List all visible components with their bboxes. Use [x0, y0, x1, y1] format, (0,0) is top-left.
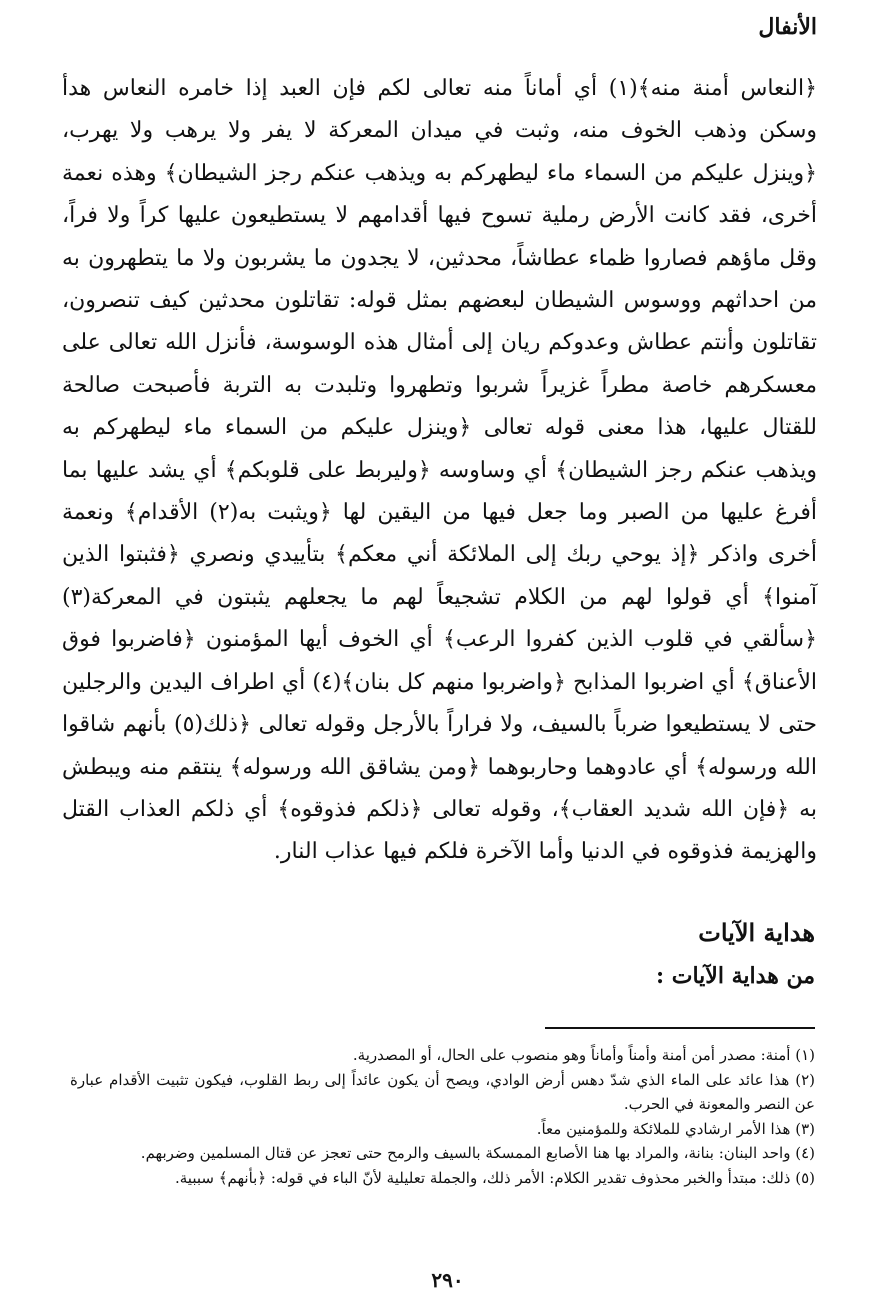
section-heading: هداية الآيات	[698, 918, 815, 947]
page-number: ٢٩٠	[431, 1268, 464, 1292]
footnote-divider	[545, 1027, 815, 1029]
sub-heading: من هداية الآيات :	[655, 963, 815, 989]
footnote-4: (٤) واحد البنان: بنانة، والمراد بها هنا الأصابع الممسكة بالسيف والرمح حتى تعجز عن قتال المسلمين وضربهم.	[140, 1144, 815, 1163]
main-text	[62, 68, 817, 874]
body-paragraph: ﴿النعاس أمنة منه﴾(١) أي أماناً منه تعالى لكم فإن العبد إذا خامره النعاس هدأ وسكن وذهب الخوف منه، وثبت في ميدان المعركة لا يفر ولا يرهب ولا يهرب، ﴿وينزل عليكم من السماء ماء ليطهركم به ويذهب عنكم رجز الشيطان﴾ وهذه نعمة أخرى، فقد كانت الأرض رملية تسوح فيها أقدامهم لا يستطيعون عليها كراً ولا فراً، وقل ماؤهم فصاروا ظماء عطاشاً، محدثين، لا يجدون ما يشربون ولا ما يتطهرون به من احداثهم ووسوس الشيطان لبعضهم بمثل قوله: تقاتلون محدثين كيف تنصرون، تقاتلون وأنتم عطاش وعدوكم ريان إلى أمثال هذه الوسوسة، فأنزل الله تعالى على معسكرهم خاصة مطراً غزيراً شربوا وتطهروا وتلبدت به التربة فأصبحت صالحة للقتال عليها، هذا معنى قوله تعالى ﴿وينزل عليكم من السماء ماء ليطهركم به ويذهب عنكم رجز الشيطان﴾ أي وساوسه ﴿وليربط على قلوبكم﴾ أي يشد عليها بما أفرغ عليها من الصبر وما جعل فيها من اليقين لها ﴿ويثبت به(٢) الأقدام﴾ ونعمة أخرى واذكر ﴿إذ يوحي ربك إلى الملائكة أني معكم﴾ بتأييدي ونصري ﴿فثبتوا الذين آمنوا﴾ أي قولوا لهم من الكلام تشجيعاً لهم ما يجعلهم يثبتون في المعركة(٣) ﴿سألقي في قلوب الذين كفروا الرعب﴾ أي الخوف أيها المؤمنون ﴿فاضربوا فوق الأعناق﴾ أي اضربوا المذابح ﴿واضربوا منهم كل بنان﴾(٤) أي اطراف اليدين والرجلين حتى لا يستطيعوا ضرباً بالسيف، ولا فراراً بالأرجل وقوله تعالى ﴿ذلك(٥) بأنهم شاقوا الله ورسوله﴾ أي عادوهما وحاربوهما ﴿ومن يشاقق الله ورسوله﴾ ينتقم منه ويبطش به ﴿فإن الله شديد العقاب﴾، وقوله تعالى ﴿ذلكم فذوقوه﴾ أي ذلكم العذاب القتل والهزيمة فذوقوه في الدنيا وأما الآخرة فلكم فيها عذاب النار.	[62, 76, 818, 865]
footnote-2: (٢) هذا عائد على الماء الذي شدّ دهس أرض الوادي، ويصح أن يكون عائداً إلى ربط القلوب، فيكون تثبيت الأقدام عبارة عن النصر والمعونة في الحرب.	[70, 1070, 815, 1114]
footnote-1: (١) أمنة: مصدر أمن أمنة وأمناً وأماناً وهو منصوب على الحال، أو المصدرية.	[352, 1046, 815, 1064]
footnotes-list	[70, 1043, 815, 1191]
footnote-3: (٣) هذا الأمر ارشادي للملائكة وللمؤمنين معاً.	[536, 1119, 815, 1138]
footnote-5: (٥) ذلك: مبتدأ والخبر محذوف تقدير الكلام: الأمر ذلك، والجملة تعليلية لأنّ الباء في قوله: ﴿بأنهم﴾ سببية.	[174, 1168, 815, 1187]
running-header: الأنفال	[758, 14, 817, 40]
